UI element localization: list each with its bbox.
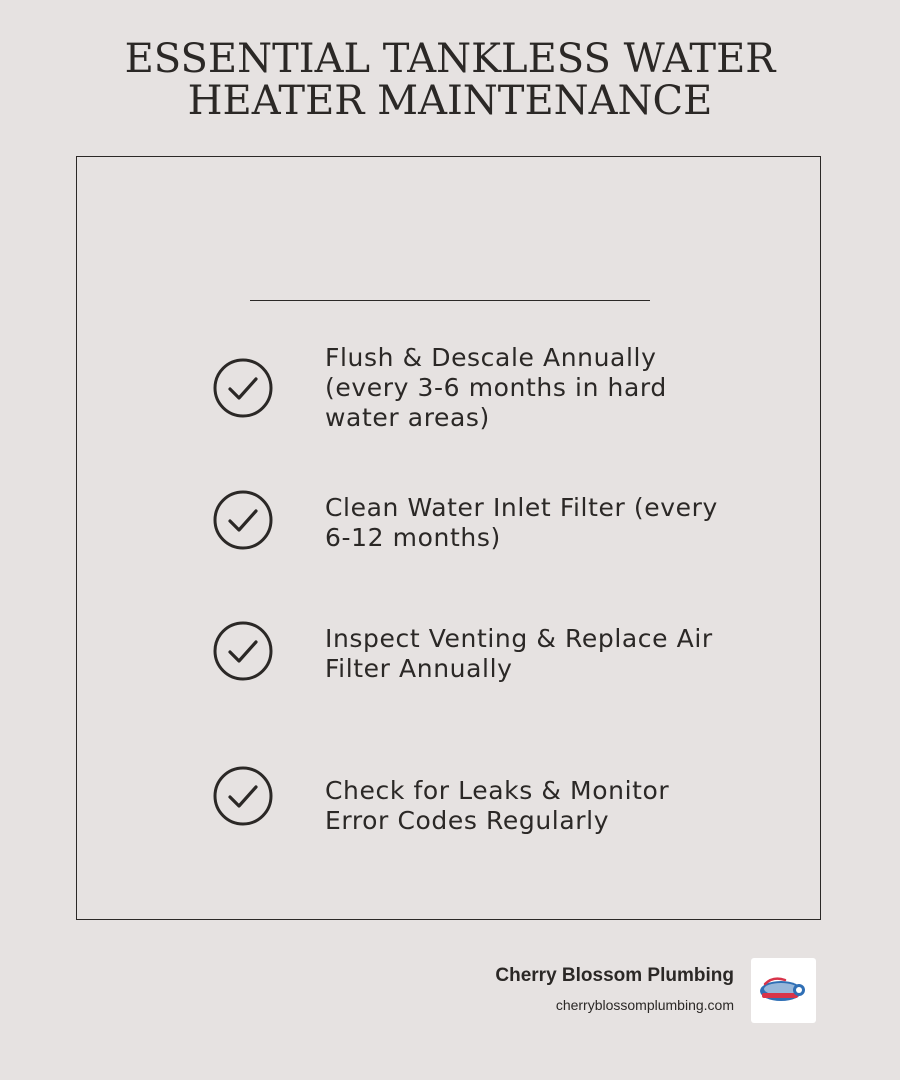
checklist-item-text: Flush & Descale Annually (every 3-6 months in hard water areas) (325, 343, 667, 432)
brand-website[interactable]: cherryblossomplumbing.com (555, 997, 734, 1013)
cherry-blossom-plumbing-logo-icon (751, 958, 816, 1023)
divider-line (250, 300, 650, 301)
brand-logo (751, 958, 816, 1023)
check-circle-icon (212, 765, 274, 827)
brand-name: Cherry Blossom Plumbing (495, 965, 734, 986)
check-circle-icon (212, 489, 274, 551)
check-circle-icon (212, 357, 274, 419)
checklist-item-text: Clean Water Inlet Filter (every 6-12 months) (325, 493, 718, 552)
page-title: ESSENTIAL TANKLESS WATER HEATER MAINTENANCE (124, 36, 776, 124)
check-circle-icon (212, 620, 274, 682)
checklist-item-text: Check for Leaks & Monitor Error Codes Regularly (325, 776, 670, 835)
checklist-item-text: Inspect Venting & Replace Air Filter Annually (325, 624, 713, 683)
